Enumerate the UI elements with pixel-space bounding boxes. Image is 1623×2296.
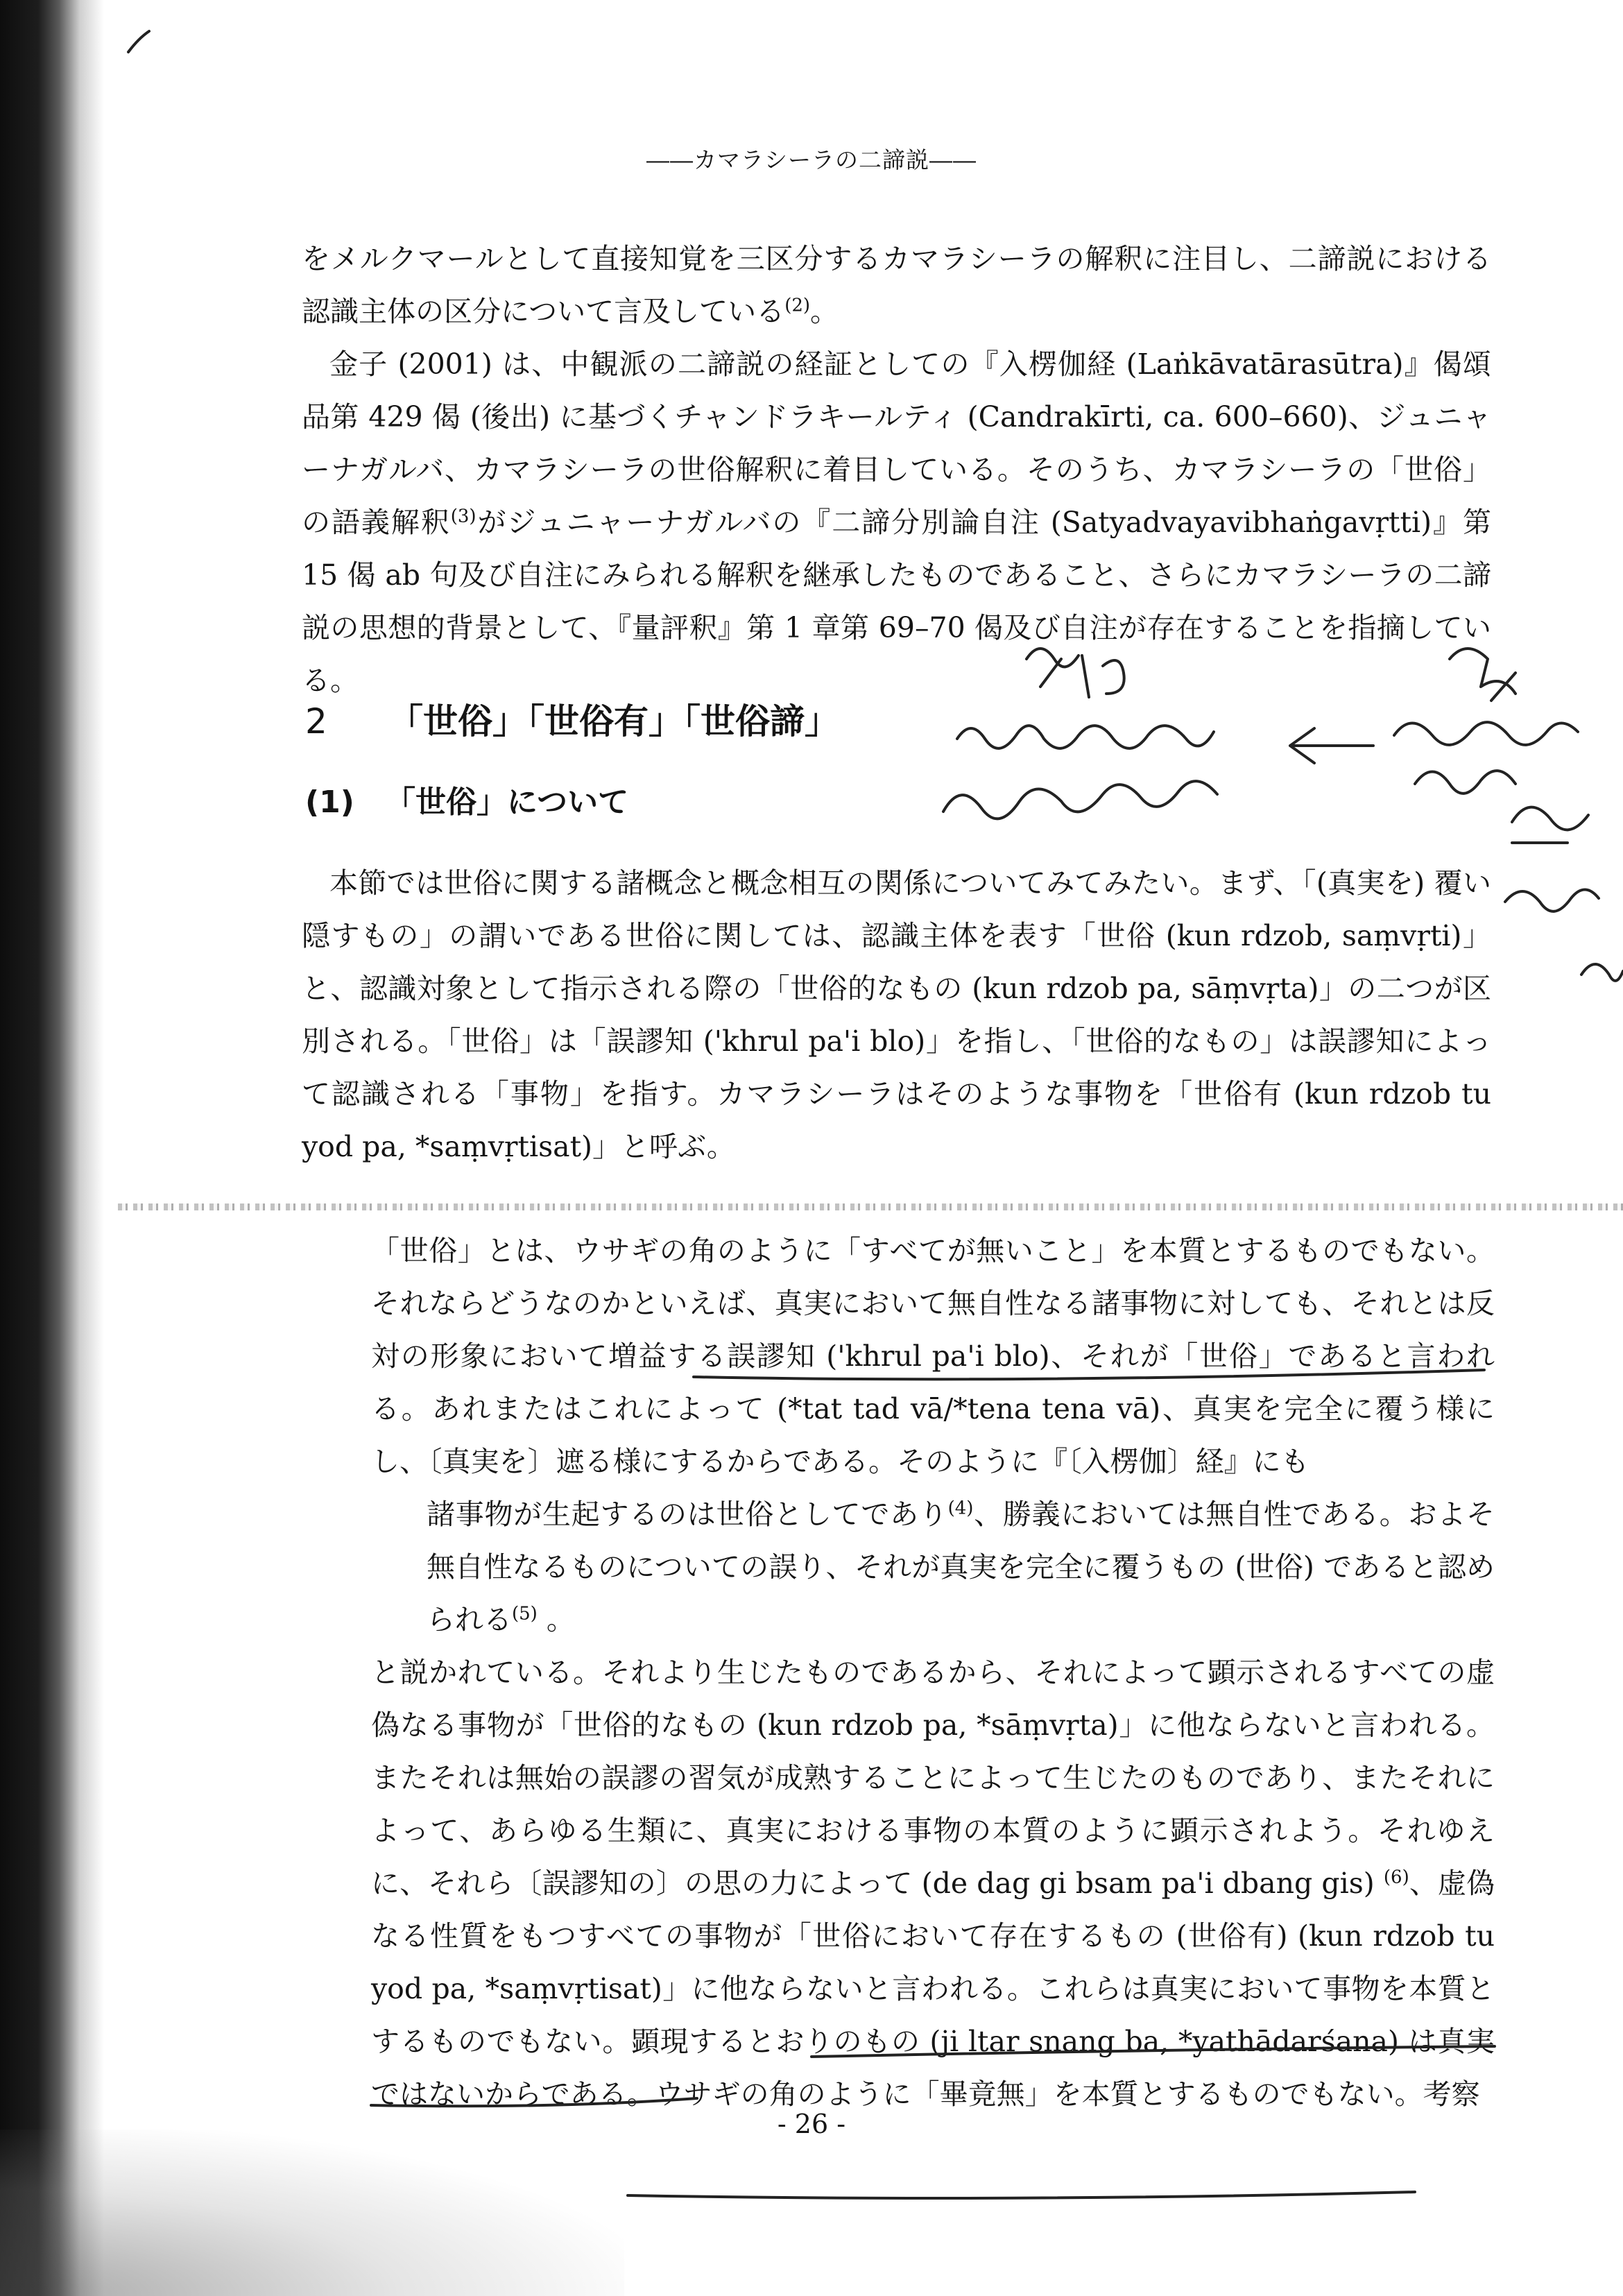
section-heading [305, 694, 839, 744]
note-ref-2: (2) [784, 295, 811, 316]
subsection-title: 「世俗」について [385, 785, 629, 820]
handwriting-scribble [943, 781, 1217, 819]
handwritten-arrow [1290, 728, 1373, 763]
pen-mark [128, 31, 149, 52]
body-text [302, 857, 1491, 1173]
section-title: 「世俗」「世俗有」「世俗諦」 [388, 701, 839, 742]
handwriting-scribble [1581, 964, 1623, 981]
intro-text [302, 232, 1491, 707]
note-ref-6: (6) [1383, 1867, 1409, 1888]
quote-verse: 諸事物が生起するのは世俗としてであり$^{(4)}$、勝義においては無自性である。およそ無自性なるものについての誤り、それが真実を完全に覆うもの (世俗) であると認められる$^{(5)}$ 。 [427, 1498, 1495, 1636]
running-header: ――カマラシーラの二諦説―― [646, 146, 977, 173]
scan-corner-shadow [0, 2130, 624, 2296]
handwriting-scribble [1394, 722, 1578, 745]
quote-paragraph-1: 「世俗」とは、ウサギの角のように「すべてが無いこと」を本質とするものでもない。それならどうなのかといえば、真実において無自性なる諸事物に対しても、それとは反対の形象において増益する誤謬知 ('khrul pa'i blo)、それが「世俗」であると言われる。あれまたはこれによって (*tat tad vā/*tena tena vā)、真実を完全に覆う様にし、〔真実を〕遮る様にするからである。そのように『〔入楞伽〕経』にも [371, 1234, 1495, 1478]
underline-mark [628, 2192, 1415, 2198]
handwriting-scribble [957, 726, 1214, 748]
note-ref-3: (3) [450, 506, 476, 527]
note-ref-5: (5) [512, 1603, 538, 1625]
body-paragraph: 本節では世俗に関する諸概念と概念相互の関係についてみてみたい。まず、「(真実を) 覆い隠すもの」の謂いである世俗に関しては、認識主体を表す「世俗 (kun rdzob, saṃvṛti)」と、認識対象として指示される際の「世俗的なもの (kun rdzob pa, sāṃvṛta)」の二つが区別される。「世俗」は「誤謬知 ('khrul pa'i blo)」を指し、「世俗的なもの」は誤謬知によって認識される「事物」を指す。カマラシーラはそのような事物を「世俗有 (kun rdzob tu yod pa, *saṃvṛtisat)」と呼ぶ。 [302, 866, 1491, 1163]
handwriting-scribble [1512, 807, 1588, 843]
intro-paragraph-2: 金子 (2001) は、中観派の二諦説の経証としての『入楞伽経 (Laṅkāvatārasūtra)』偈頌品第 429 偈 (後出) に基づくチャンドラキールティ (Candrakīrti, ca. 600–660)、ジュニャーナガルバ、カマラシーラの世俗解釈に着目している。そのうち、カマラシーラの「世俗」の語義解釈$^{(3)}$がジュニャーナガルバの『二諦分別論自注 (Satyadvayavibhaṅgavṛtti)』第 15 偈 ab 句及び自注にみられる解釈を継承したものであること、さらにカマラシーラの二諦説の思想的背景として、『量評釈』第 1 章第 69–70 偈及び自注が存在することを指摘している。 [302, 348, 1491, 697]
note-ref-4: (4) [947, 1498, 974, 1519]
scan-edge-shadow [0, 0, 104, 2296]
block-quote [371, 1224, 1495, 2121]
intro-paragraph-1: をメルクマールとして直接知覚を三区分するカマラシーラの解釈に注目し、二諦説における認識主体の区分について言及している$^{(2)}$。 [302, 242, 1491, 328]
subsection-number: (1) [305, 785, 354, 820]
quote-paragraph-2: と説かれている。それより生じたものであるから、それによって顕示されるすべての虚偽なる事物が「世俗的なもの (kun rdzob pa, *sāṃvṛta)」に他ならないと言われる。またそれは無始の誤謬の習気が成熟することによって生じたのものであり、またそれによって、あらゆる生類に、真実における事物の本質のように顕示されよう。それゆえに、それら〔誤謬知の〕の思の力によって (de dag gi bsam pa'i dbang gis) $^{(6)}$、虚偽なる性質をもつすべての事物が「世俗において存在するもの (世俗有) (kun rdzob tu yod pa, *saṃvṛtisat)」に他ならないと言われる。これらは真実において事物を本質とするものでもない。顕現するとおりのもの (ji ltar snang ba, *yathādarśana) は真実ではないからである。ウサギの角のように「畢竟無」を本質とするものでもない。考察 [371, 1656, 1495, 2111]
section-number: 2 [305, 701, 327, 742]
handwriting-scribble [1415, 771, 1515, 794]
handwriting-scribble [1505, 890, 1599, 911]
subsection-heading [305, 777, 628, 821]
page-number: - 26 - [777, 2109, 846, 2139]
scan-divider-line [118, 1203, 1623, 1210]
